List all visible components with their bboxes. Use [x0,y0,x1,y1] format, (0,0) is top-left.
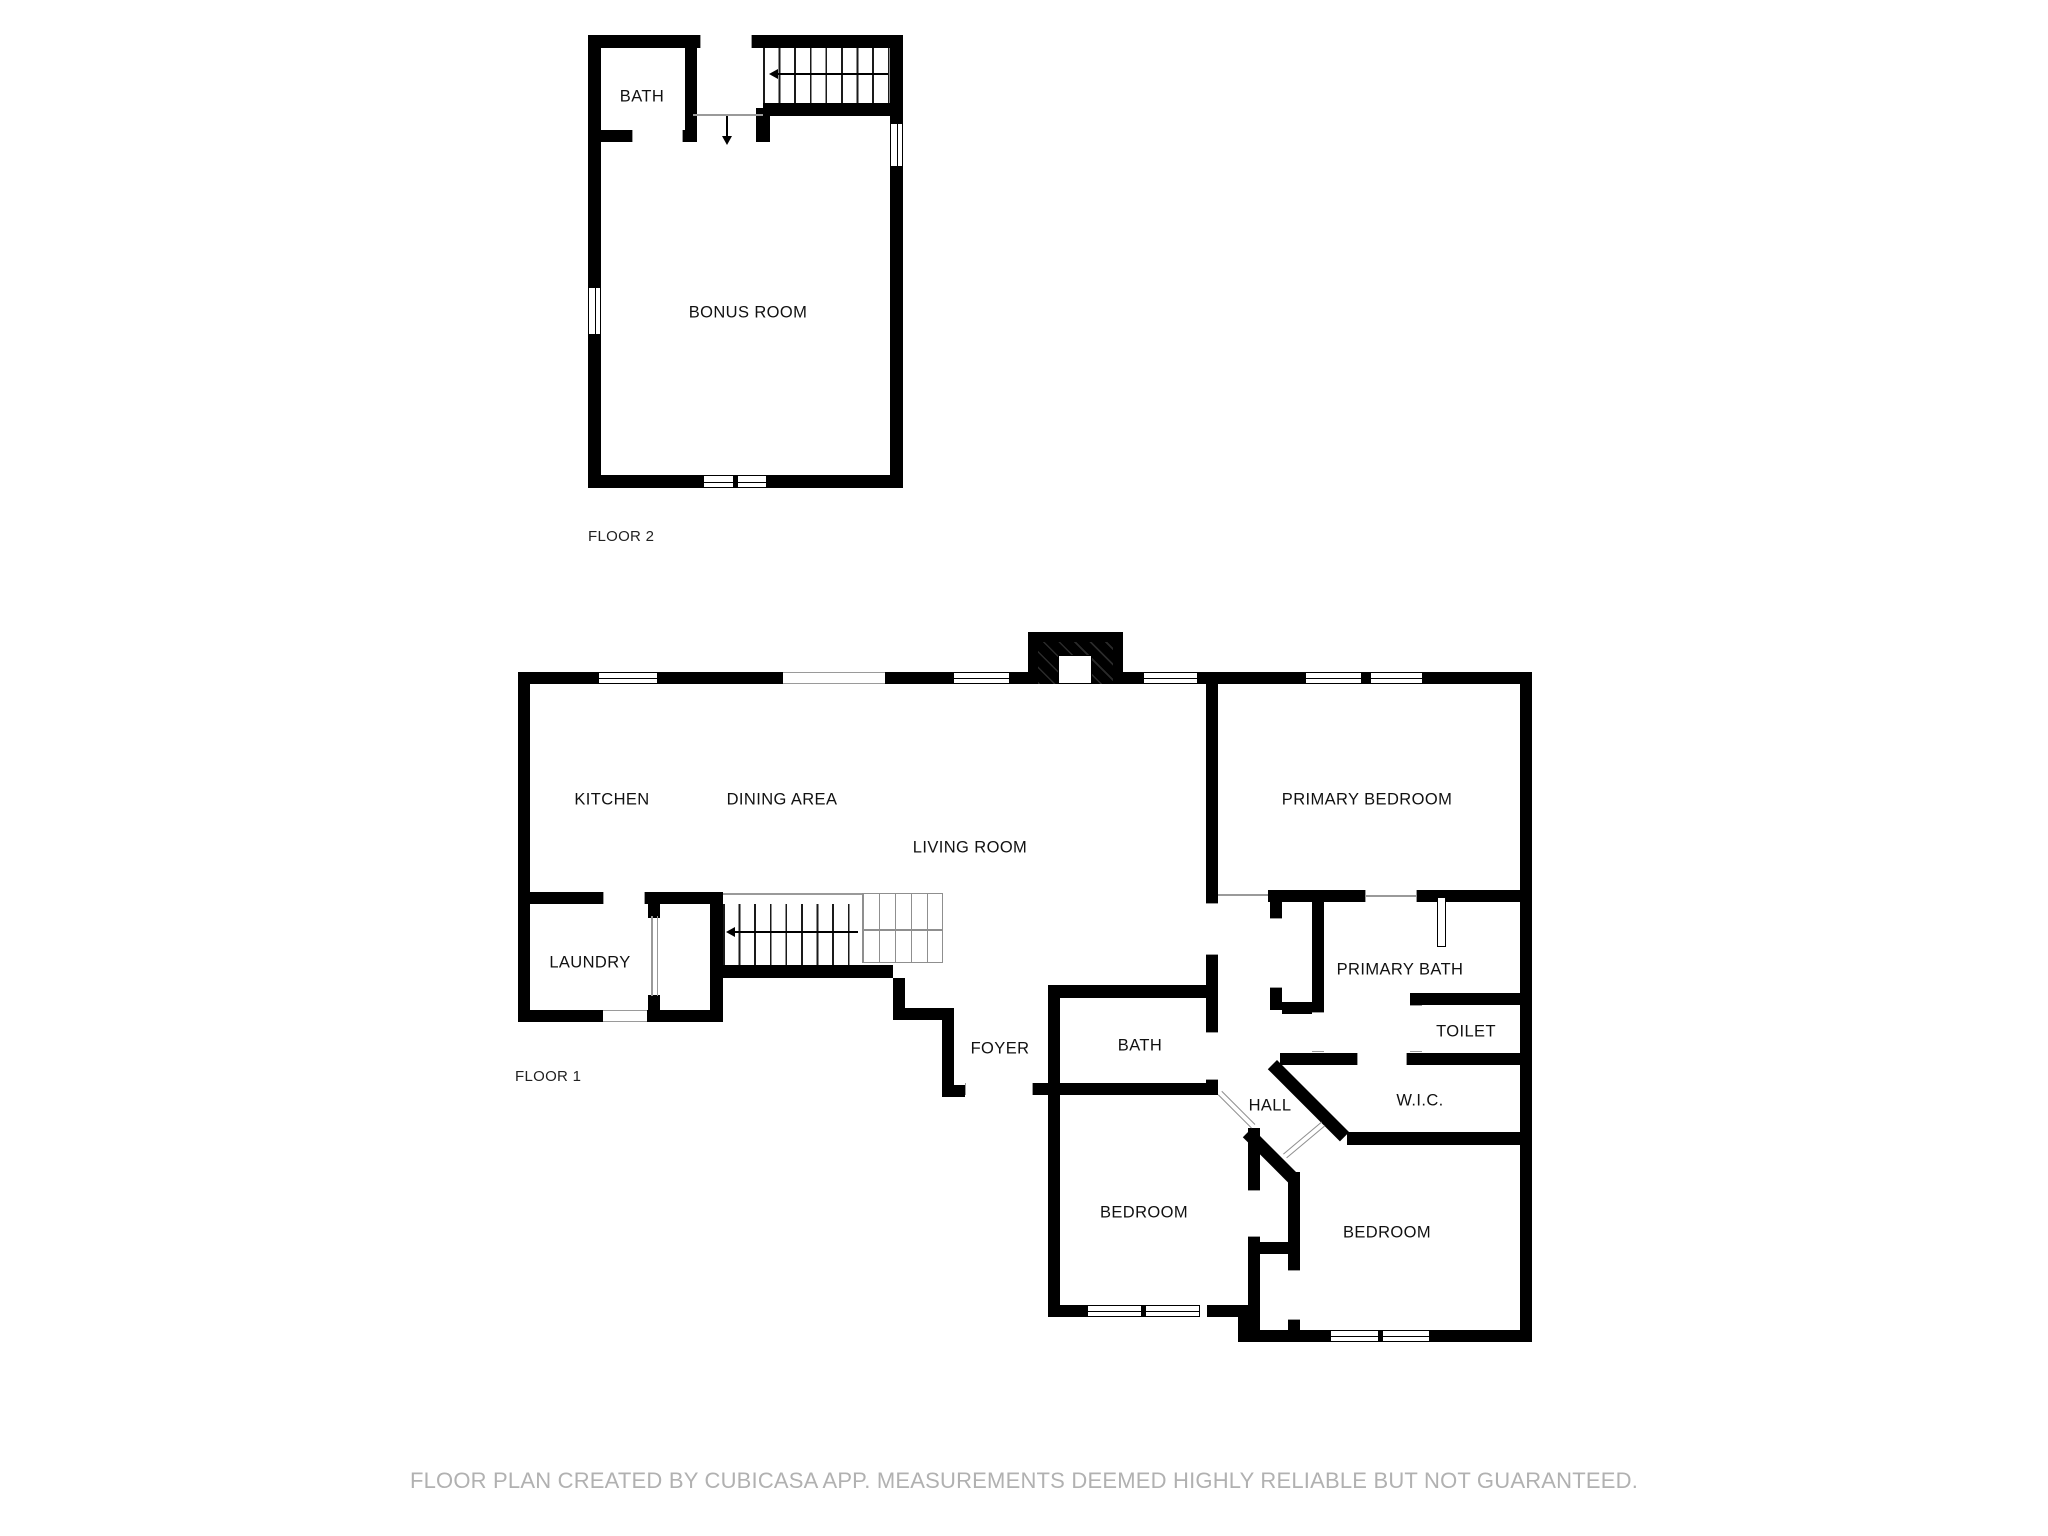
floor-1-door-opening [1410,1005,1422,1052]
floor-1-wall [713,965,893,978]
floor-1-wall [885,672,953,684]
floor-1-label: FLOOR 1 [515,1068,582,1085]
room-label-toilet: TOILET [1436,1022,1496,1041]
room-label-laundry: LAUNDRY [549,953,631,972]
floor-1-door-opening [1288,1270,1300,1320]
window-pane [1306,678,1361,679]
window-pane [1144,678,1197,679]
floor-1-wall [1048,1305,1087,1317]
floor-1-door-opening [1248,1190,1260,1237]
floor-1-window [1305,672,1362,684]
room-label-primary-bedroom: PRIMARY BEDROOM [1281,790,1453,809]
floor-2-stairs [763,48,890,103]
floor-2-stair-arrow-icon [769,69,778,79]
floor-1-wall [1206,985,1218,1032]
floor-1-wall [1033,1083,1218,1095]
floor-1-door-opening [603,1010,647,1022]
stair-midline [863,929,942,930]
floor-1-wall [518,1010,603,1022]
floor-1-wall [1048,1095,1060,1317]
floor-2-wall [588,130,632,142]
floor-1-thin-line [657,916,659,996]
floor-1-stair-arrow-icon [726,927,735,937]
floor-1-door-opening [603,892,645,904]
floor-1-wall [1423,672,1530,684]
floor-1-wall [518,672,530,1022]
window-mullion [1141,1305,1146,1317]
window-pane [595,288,596,334]
floor-1-thin-line [723,893,862,895]
floor-2-wall [763,103,890,116]
window-pane [599,678,657,679]
floor-1-window [953,672,1010,684]
floor-1-wall [1048,985,1060,1095]
window-mullion [733,475,738,488]
room-label-bath: BATH [1117,1036,1163,1055]
floor-1-wall [658,672,783,684]
floor-1-door-opening [1312,1012,1324,1052]
floor-1-wall [1198,672,1305,684]
fireplace-firebox [1058,655,1092,684]
room-label-bedroom-1: BEDROOM [1099,1203,1189,1222]
floor-2-window [588,287,601,335]
room-label-kitchen: KITCHEN [574,790,650,809]
floor-2-wall [588,475,703,488]
floor-1-stairs [723,904,862,965]
floor-1-stair-direction-line [735,931,858,933]
floor-1-door-opening [1357,1053,1407,1065]
floor-2-window [890,123,903,167]
floor-1-door-opening [1206,903,1218,955]
floor-1-wall [1048,985,1218,998]
floor-1-door-opening [1206,1032,1218,1080]
floor-1-wall [1288,1172,1300,1270]
floor-1-window [598,672,658,684]
floor-1-thin-line [651,916,653,996]
floor-2-wall [767,475,903,488]
room-label-wic: W.I.C. [1396,1091,1444,1110]
floor-1-window [1370,672,1423,684]
floor-2-thin-line [693,114,763,116]
room-label-living-room: LIVING ROOM [912,838,1028,857]
floor-1-wall [648,995,660,1010]
floor-1-door-opening [1270,918,1282,988]
floor-2-window [703,475,767,488]
floor-1-door-opening [965,1083,1033,1095]
floor-1-wall [1270,890,1282,918]
floor-1-wall [942,1008,954,1087]
floor-1-wall [518,892,603,904]
floor-1-wall [1407,1053,1532,1065]
floor-2-door-opening [700,35,752,48]
floor-2-wall [685,35,697,140]
floor-1-wall [1410,993,1532,1005]
room-label-bedroom-2: BEDROOM [1342,1223,1432,1242]
floor-1-wall [710,892,723,1022]
floor-2-wall [890,167,903,488]
floor-1-stairs [862,893,943,963]
floor-1-wall [518,672,598,684]
floor-1-wall [1123,672,1143,684]
floor-2-wall [588,35,601,287]
floor-1-door-swing [1283,1122,1325,1159]
disclaimer-text: FLOOR PLAN CREATED BY CUBICASA APP. MEASUREMENTS DEEMED HIGHLY RELIABLE BUT NOT GUARANTEED. [409,1468,1639,1493]
floor-2-wall [588,35,700,48]
floor-2-wall [683,130,697,142]
room-label-foyer: FOYER [970,1039,1030,1058]
floor-1-wall [1430,1330,1532,1342]
room-label-bonus-room: BONUS ROOM [688,303,808,322]
floor-2-stair-direction-line [778,73,888,75]
floor-2-label: FLOOR 2 [588,528,655,545]
floor-2-stair-direction-line [726,116,728,136]
floor-1-wall [1248,1330,1330,1342]
floor-1-door-leaf [1437,897,1446,947]
window-pane [954,678,1009,679]
floor-1-wall [1520,672,1532,1342]
floor-2-wall [890,35,903,123]
floor-1-wall [942,1085,965,1097]
floor-1-wall [1347,1132,1532,1145]
floor-1-window [1087,1305,1200,1317]
floor-1-wall [1010,672,1028,684]
floor-1-wall [1280,1053,1357,1065]
floor-1-wall [1206,955,1218,985]
floor-2-wall [752,35,903,48]
floor-1-wall [1362,672,1370,684]
floor-1-wall [1270,988,1282,1010]
floor-1-wall [1312,897,1324,1012]
window-mullion [1378,1330,1383,1342]
floor-1-wall [647,1010,723,1022]
floor-1-wall [648,904,660,918]
floor-1-wall [1206,684,1218,903]
room-label-primary-bath: PRIMARY BATH [1336,960,1464,979]
floor-1-window [1143,672,1198,684]
room-label-bath-2: BATH [619,87,665,106]
floor-2-wall [588,335,601,488]
floor-1-door-opening [783,672,885,684]
floor-1-thin-line [1218,894,1268,896]
floor-2-door-opening [632,130,683,142]
room-label-hall: HALL [1248,1096,1292,1115]
room-label-dining-area: DINING AREA [726,790,838,809]
floor-1-window [1330,1330,1430,1342]
floor-1-thin-line [1365,895,1417,897]
window-pane [897,124,898,166]
window-pane [1371,678,1422,679]
floor-1-wall [1417,890,1532,902]
floor-2-stair-arrow-icon [722,136,732,145]
